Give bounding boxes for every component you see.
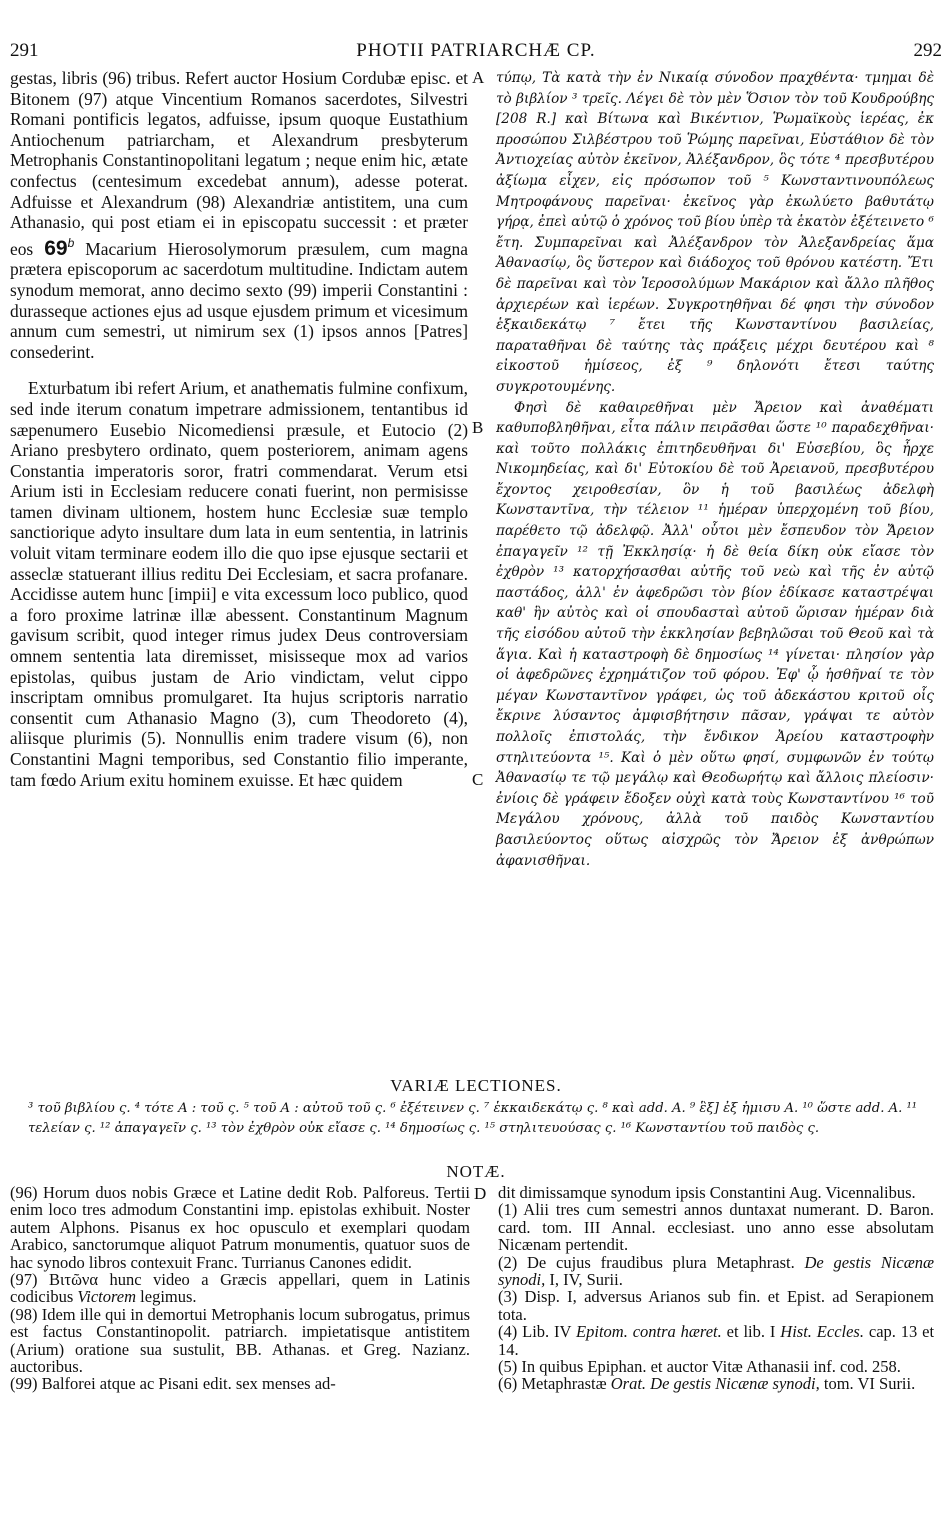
note-99-cont: dit dimissamque synodum ipsis Constantini Aug. Vicennalibus. — [498, 1183, 916, 1202]
margin-marker-b: B — [472, 418, 484, 437]
note-6: (6) Metaphrastæ Orat. De gestis Nicænæ synodi, tom. VI Surii. — [498, 1374, 916, 1394]
variae-lectiones-heading: VARIÆ LECTIONES. — [390, 1076, 562, 1095]
greek-column — [496, 68, 934, 871]
note-3: (3) Disp. I, adversus Arianos sub fin. et Epist. ad Serapionem tota. — [498, 1287, 934, 1324]
page-number-left: 291 — [10, 40, 39, 61]
latin-column — [10, 68, 468, 790]
variae-lectiones: ³ τοῦ βιβλίου ς. ⁴ τότε A : τοῦ ς. ⁵ τοῦ A : αὐτοῦ τοῦ ς. ⁶ ἐξέτεινεν ς. ⁷ ἑκκαιδεκάτῳ ς. ⁸ καὶ add. A. ⁹ ἓξ] ἐξ ἡμισυ A. ¹⁰ ὥστε add. A. ¹¹ τελείαν ς. ¹² ἀπαγαγεῖν ς. ¹³ τὸν ἐχθρὸν οὐκ εἴασε ς. ¹⁴ δημοσίως ς. ¹⁵ στηλιτευούσας ς. ¹⁶ Κωνσταντίου τοῦ παιδὸς ς. — [28, 1101, 918, 1136]
latin-paragraph-2: Exturbatum ibi refert Arium, et anathematis fulmine confixum, sed inde iterum conatum impetrare admissionem, tentantibus id sæpenumero Eusebio Nicomediensi præsule, et Eutocio (2) Ariano presbytero ordinato, quem posteriorem, animam agens Constantia imperatoris soror, fratri commendarat. Verum etsi Arium isti in Ecclesiam reducere conati fuerint, non permisisse tamen divinam ultionem, hostem hunc Ecclesiæ suæ templo sanctiorique adyto insultare dum lata in eum sententia, in latrinis voluit vitam terminare eodem illo die quo ipse ejusque sectarii et asseclæ statuerant illius reditu Dei Ecclesiam, et sacra profanare. Accidisse autem hunc [impii] e vita excessum loco publico, quod a foro proxime latrinæ illæ abessent. Constantinum Magnum gavisum scribit, quod integer rimus judex Deus controversiam omnem sententia lata diremisset, misisseque mox ad varios epistolas, quibus justam de Ario vindictam, velut cippo inscriptam omnibus promulgaret. Ita hujus scriptoris narratio consentit cum Athanasio Magno (3), cum Theodoreto (4), aliisque plurimis (5). Nonnullis enim tradere visum (6), non Constantini Magni temporibus, sed Constantio filio imperante, tam fœdo Arium exitu hominem exuisse. Et hæc quidem — [10, 378, 468, 790]
note-5: (5) In quibus Epiphan. et auctor Vitæ Athanasii inf. cod. 258. — [498, 1357, 901, 1377]
notes-left-column — [10, 1184, 470, 1393]
folio-marker: 69$^b$ — [44, 235, 75, 260]
note-97: (97) Βιτῶνα hunc video a Græcis appellari, quem in Latinis codicibus Victorem legimus. — [10, 1270, 470, 1307]
page-header — [10, 40, 942, 66]
note-99: (99) Balforei atque ac Pisani edit. sex menses ad- — [10, 1374, 336, 1394]
greek-paragraph-2: Φησὶ δὲ καθαιρεθῆναι μὲν Ἄρειον καὶ ἀναθέματι καθυποβληθῆναι, εἶτα πάλιν πειρᾶσθαι ὥστε ¹⁰ παραδεχθῆναι· καὶ τοῦτο πολλάκις ἐπιτηδευθῆναι δι' Εὐσεβίου, ὃς ἦρχε Νικομηδείας, καὶ δι' Εὐτοκίου δὲ τοῦ Ἀρειανοῦ, πρεσβυτέρου ἔχοντος χειροθεσίαν, ὃν ἡ τοῦ βασιλέως ἀδελφὴ Κωνσταντῖνα, τὴν τέλειον ¹¹ ἡμέραν ὑπερχομένη τοῦ βίου, παρέθετο τῷ ἀδελφῷ. Ἀλλ' οὗτοι μὲν ἔσπευδον τὸν Ἄρειον ἐπαγαγεῖν ¹² τῇ Ἐκκλησίᾳ· ἡ δὲ θεία δίκη οὐκ εἴασε τὸν ἐχθρὸν ¹³ κατορχήσασθαι αὐτῆς τοῦ νεὼ καὶ τῆς ἐν αὐτῷ παστάδος, ἀλλ' ἐν ἀφεδρῶσι τὸν βίον ἐδίκασε καταστρέψαι καθ' ἣν αὐτὸς καὶ οἱ σπουδασταὶ αὐτοῦ ὥρισαν ἡμέραν διὰ τῆς εἰσόδου αὐτοῦ τὴν ἐκκλησίαν βεβηλῶσαι τοῦ Θεοῦ καὶ τὰ ἅγια. Καὶ ἡ καταστροφὴ δὲ δημοσίως ¹⁴ γίνεται· πλησίον γὰρ οἱ ἀφεδρῶνες ἐχρημάτιζον τοῦ φόρου. Ἐφ' ᾧ ἡσθῆναί τε τὸν μέγαν Κωνσταντῖνον γράφει, ὡς τοῦ ἀδεκάστου κριτοῦ οἷς ἔκρινε λύσαντος ἀμφισβήτησιν πᾶσαν, γράψαι τε αὐτὸν πολλοῖς ἐπιστολάς, τὴν ἔνδικον Ἀρείου καταστροφὴν στηλιτεύοντα ¹⁵. Καὶ ὁ μὲν οὕτω φησί, συμφωνῶν ἐν τούτῳ Ἀθανασίῳ τε τῷ μεγάλῳ καὶ Θεοδωρήτῳ καὶ ἄλλοις πλείοσιν· ἐνίοις δὲ γράφειν ἔδοξεν οὐχὶ κατὰ τοὺς Κωνσταντίνου ¹⁶ τοῦ Μεγάλου χρόνους, ἀλλὰ τοῦ παιδὸς Κωνσταντίου βασιλεύοντος οὕτως αἰσχρῶς τὸν Ἄρειον ἐξ ἀνθρώπων ἀφανισθῆναι. — [496, 399, 934, 869]
margin-marker-a: A — [472, 68, 485, 87]
running-title: PHOTII PATRIARCHÆ CP. — [356, 40, 596, 61]
notae-heading: NOTÆ. — [446, 1162, 506, 1181]
note-96: (96) Horum duos nobis Græce et Latine dedit Rob. Palforeus. Tertii enim loco tres admodum Constantini imp. epistolas exhibuit. Noster autem Alphons. Pisanus ex hoc opusculo et exemplari quodam Arabico, sanctorumque aliquot Patrum monumentis, quatuor suos de hac synodo libros contexuit Franc. Turrianus Canones edidit. — [10, 1183, 470, 1272]
note-1: (1) Alii tres cum semestri annos duntaxat numerant. D. Baron. card. tom. III Annal. ecclesiast. uno anno esse absolutam Nicænam pertendit. — [498, 1200, 934, 1255]
margin-marker-c: C — [472, 770, 484, 789]
margin-marker-d: D — [474, 1184, 487, 1203]
note-4: (4) Lib. IV Epitom. contra hæret. et lib. I Hist. Eccles. cap. 13 et 14. — [498, 1322, 935, 1359]
note-2: (2) De cujus fraudibus plura Metaphrast. De gestis Nicænæ synodi, I, IV, Surii. — [498, 1252, 934, 1290]
note-98: (98) Idem ille qui in demortui Metrophanis locum subrogatus, primus est factus Constantinopolit. patriarch. impietatisque antistitem (Arium) oratione sua sustulit, BB. Athanas. et Greg. Nazianz. auctoribus. — [10, 1304, 470, 1377]
page-number-right: 292 — [913, 40, 942, 61]
notes-right-column — [498, 1184, 934, 1393]
latin-paragraph-1: gestas, libris (96) tribus. Refert auctor Hosium Cordubæ episc. et Bitonem (97) atque Vincentium Romanos sacerdotes, Silvestri Romani pontificis legatos, adfuisse, ipsum quoque Eustathium Antiochenum patriarcham, et Alexandrum presbyterum Metrophanis Constantinopolitani legatum ; neque enim hic, ætate confectus (centesimum excedebat annum), adesse poterat. Adfuisse et Alexandrum (98) Alexandriæ antistitem, una cum Athanasio, qui post etiam ei in episcopatu successit : et præter eos 69$^b$ Macarium Hierosolymorum præsulem, cum magna prætera episcoporum ac sacerdotum multitudine. Indictam autem synodum memorat, anno decimo sexto (99) imperii Constantini : durasseque actiones ejus ad usque ejusdem primum et vicesimum annum cum semestri, ut nimirum sex (1) ipsos annos [Patres] consederint. — [10, 68, 468, 362]
greek-paragraph-1: τύπῳ, Τὰ κατὰ τὴν ἐν Νικαίᾳ σύνοδον πραχθέντα· τμημαι δὲ τὸ βιβλίον ³ τρεῖς. Λέγει δὲ τὸν μὲν Ὅσιον τὸν τοῦ Κουδρούβης [208 R.] καὶ Βίτωνα καὶ Βικέντιον, Ῥωμαϊκοὺς ἱερέας, ἐκ προσώπου Σιλβέστρου τοῦ Ῥώμης παρεῖναι, Εὐστάθιον δὲ τὸν Ἀντιοχείας αὐτὸν ἐκεῖνον, Ἀλέξανδρον, ὃς τότε ⁴ πρεσβυτέρου ἀξίωμα εἶχεν, εἰς πρόσωπον τοῦ ⁵ Κωνσταντινουπόλεως Μητροφάνους παρεῖναι· ἐκεῖνος γὰρ ἐκωλύετο βαθυτάτῳ γήρᾳ, ἐπεὶ αὐτῷ ὁ χρόνος τοῦ βίου ὑπὲρ τὰ ἑκατὸν ἐξέτεινετο ⁶ ἔτη. Συμπαρεῖναι καὶ Ἀλέξανδρον τὸν Ἀλεξανδρείας ἅμα Ἀθανασίῳ, ὃς ὕστερον καὶ διάδοχος τοῦ θρόνου κατέστη. Ἔτι δὲ παρεῖναι καὶ τὸν Ἱεροσολύμων Μακάριον καὶ ἄλλο πλῆθος ἀρχιερέων καὶ ἱερέων. Συγκροτηθῆναι δέ φησι τὴν σύνοδον ἑξκαιδεκάτῳ ⁷ ἔτει τῆς Κωνσταντίνου βασιλείας, παραταθῆναι δὲ ταύτης τὰς πράξεις μέχρι δευτέρου καὶ ⁸ εἰκοστοῦ ἡμίσεος, ἐξ ⁹ δηλονότι ἔτεσι ταύτης συγκροτουμένης. — [496, 70, 934, 395]
